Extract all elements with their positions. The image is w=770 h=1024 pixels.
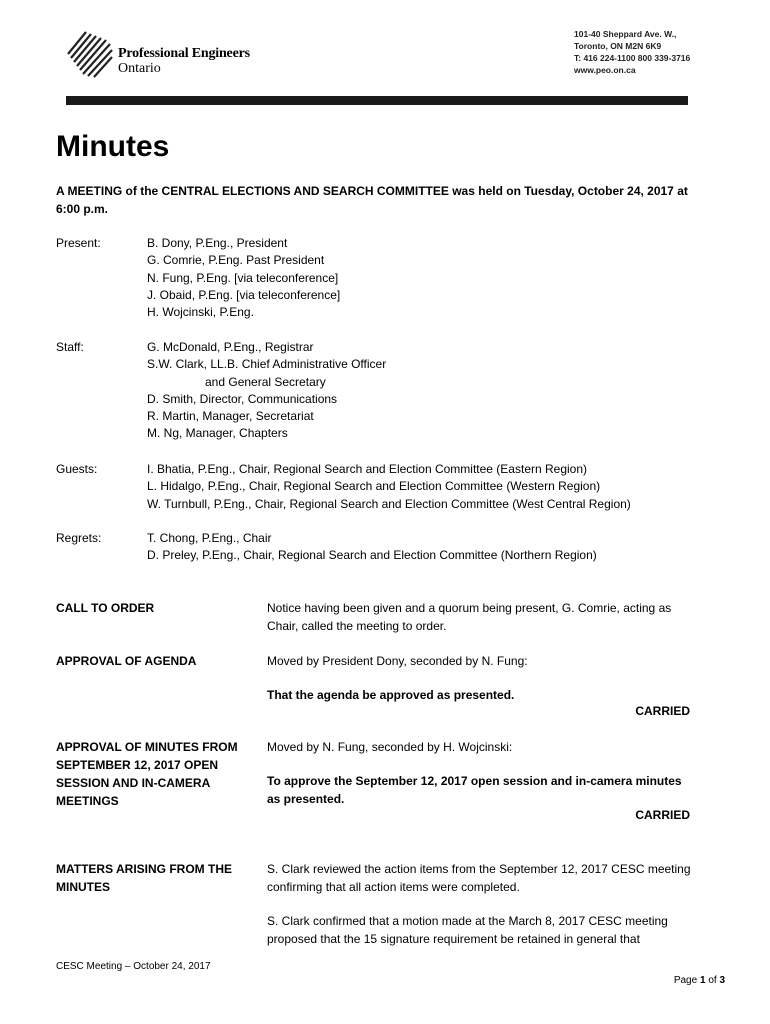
attendee: G. Comrie, P.Eng. Past President bbox=[147, 253, 325, 268]
agenda-result: CARRIED bbox=[635, 704, 690, 718]
agenda-motion: That the agenda be approved as presented. bbox=[267, 688, 515, 702]
page-prefix: Page bbox=[673, 975, 698, 986]
attendee: L. Hidalgo, P.Eng., Chair, Regional Search and Election Committee (Western Region) bbox=[147, 479, 601, 494]
attendee: D. Smith, Director, Communications bbox=[147, 391, 338, 406]
call-to-order-text: Notice having been given and a quorum being present, G. Comrie, acting as Chair, called the meeting to order. bbox=[267, 601, 672, 633]
minutes-result: CARRIED bbox=[635, 808, 690, 822]
matters-text-2: S. Clark confirmed that a motion made at the March 8, 2017 CESC meeting proposed that the 15 signature requirement be retained in general that bbox=[267, 914, 668, 946]
address-line: T: 416 224-1100 800 339-3716 bbox=[574, 53, 691, 63]
meeting-intro: A MEETING of the CENTRAL ELECTIONS AND SEARCH COMMITTEE was held on Tuesday, October 24, 2017 at 6:00 p.m. bbox=[56, 184, 688, 216]
minutes-motion: To approve the September 12, 2017 open session and in-camera minutes as presented. bbox=[267, 774, 682, 806]
agenda-label: APPROVAL OF AGENDA bbox=[56, 654, 197, 668]
attendee: N. Fung, P.Eng. [via teleconference] bbox=[147, 270, 339, 285]
org-logo-text bbox=[118, 46, 250, 76]
attendee: T. Chong, P.Eng., Chair bbox=[147, 531, 272, 545]
attendee: H. Wojcinski, P.Eng. bbox=[147, 305, 254, 320]
page-of: of bbox=[708, 975, 717, 986]
footer-meeting: CESC Meeting – October 24, 2017 bbox=[56, 961, 211, 972]
minutes-label: APPROVAL OF MINUTES FROM SEPTEMBER 12, 2017 OPEN SESSION AND IN-CAMERA MEETINGS bbox=[56, 740, 238, 808]
page-total: 3 bbox=[719, 975, 725, 986]
guests-label: Guests: bbox=[56, 462, 98, 476]
org-address bbox=[574, 28, 690, 76]
attendee: I. Bhatia, P.Eng., Chair, Regional Search and Election Committee (Eastern Region) bbox=[147, 462, 588, 476]
matters-text-1: S. Clark reviewed the action items from the September 12, 2017 CESC meeting confirming that all action items were completed. bbox=[267, 862, 691, 894]
staff-list bbox=[147, 339, 386, 443]
page-title: Minutes bbox=[56, 130, 170, 163]
regrets-list bbox=[147, 530, 597, 565]
header-divider bbox=[66, 96, 688, 105]
attendee: B. Dony, P.Eng., President bbox=[147, 236, 288, 250]
attendee: S.W. Clark, LL.B. Chief Administrative Officer bbox=[147, 357, 387, 372]
attendee: D. Preley, P.Eng., Chair, Regional Search and Election Committee (Northern Region) bbox=[147, 548, 597, 563]
attendee: and General Secretary bbox=[205, 374, 326, 389]
agenda-moved: Moved by President Dony, seconded by N. Fung: bbox=[267, 654, 528, 668]
call-to-order-label: CALL TO ORDER bbox=[56, 601, 155, 615]
address-line: 101-40 Sheppard Ave. W., bbox=[574, 29, 677, 39]
regrets-label: Regrets: bbox=[56, 531, 102, 545]
present-list bbox=[147, 235, 340, 321]
org-sub: Ontario bbox=[118, 61, 161, 76]
minutes-moved: Moved by N. Fung, seconded by H. Wojcinski: bbox=[267, 740, 513, 754]
page-number bbox=[674, 975, 725, 986]
attendee: J. Obaid, P.Eng. [via teleconference] bbox=[147, 287, 341, 302]
page-current: 1 bbox=[699, 975, 706, 986]
guests-list bbox=[147, 461, 631, 513]
attendee: R. Martin, Manager, Secretariat bbox=[147, 409, 314, 424]
address-line: www.peo.on.ca bbox=[574, 65, 636, 75]
attendee: M. Ng, Manager, Chapters bbox=[147, 426, 288, 441]
attendee: W. Turnbull, P.Eng., Chair, Regional Search and Election Committee (West Central Region) bbox=[147, 496, 631, 511]
address-line: Toronto, ON M2N 6K9 bbox=[574, 41, 662, 51]
staff-label: Staff: bbox=[56, 340, 84, 354]
attendee: G. McDonald, P.Eng., Registrar bbox=[147, 340, 314, 354]
matters-label: MATTERS ARISING FROM THE MINUTES bbox=[56, 862, 232, 894]
present-label: Present: bbox=[56, 236, 101, 250]
org-name: Professional Engineers bbox=[118, 46, 250, 61]
